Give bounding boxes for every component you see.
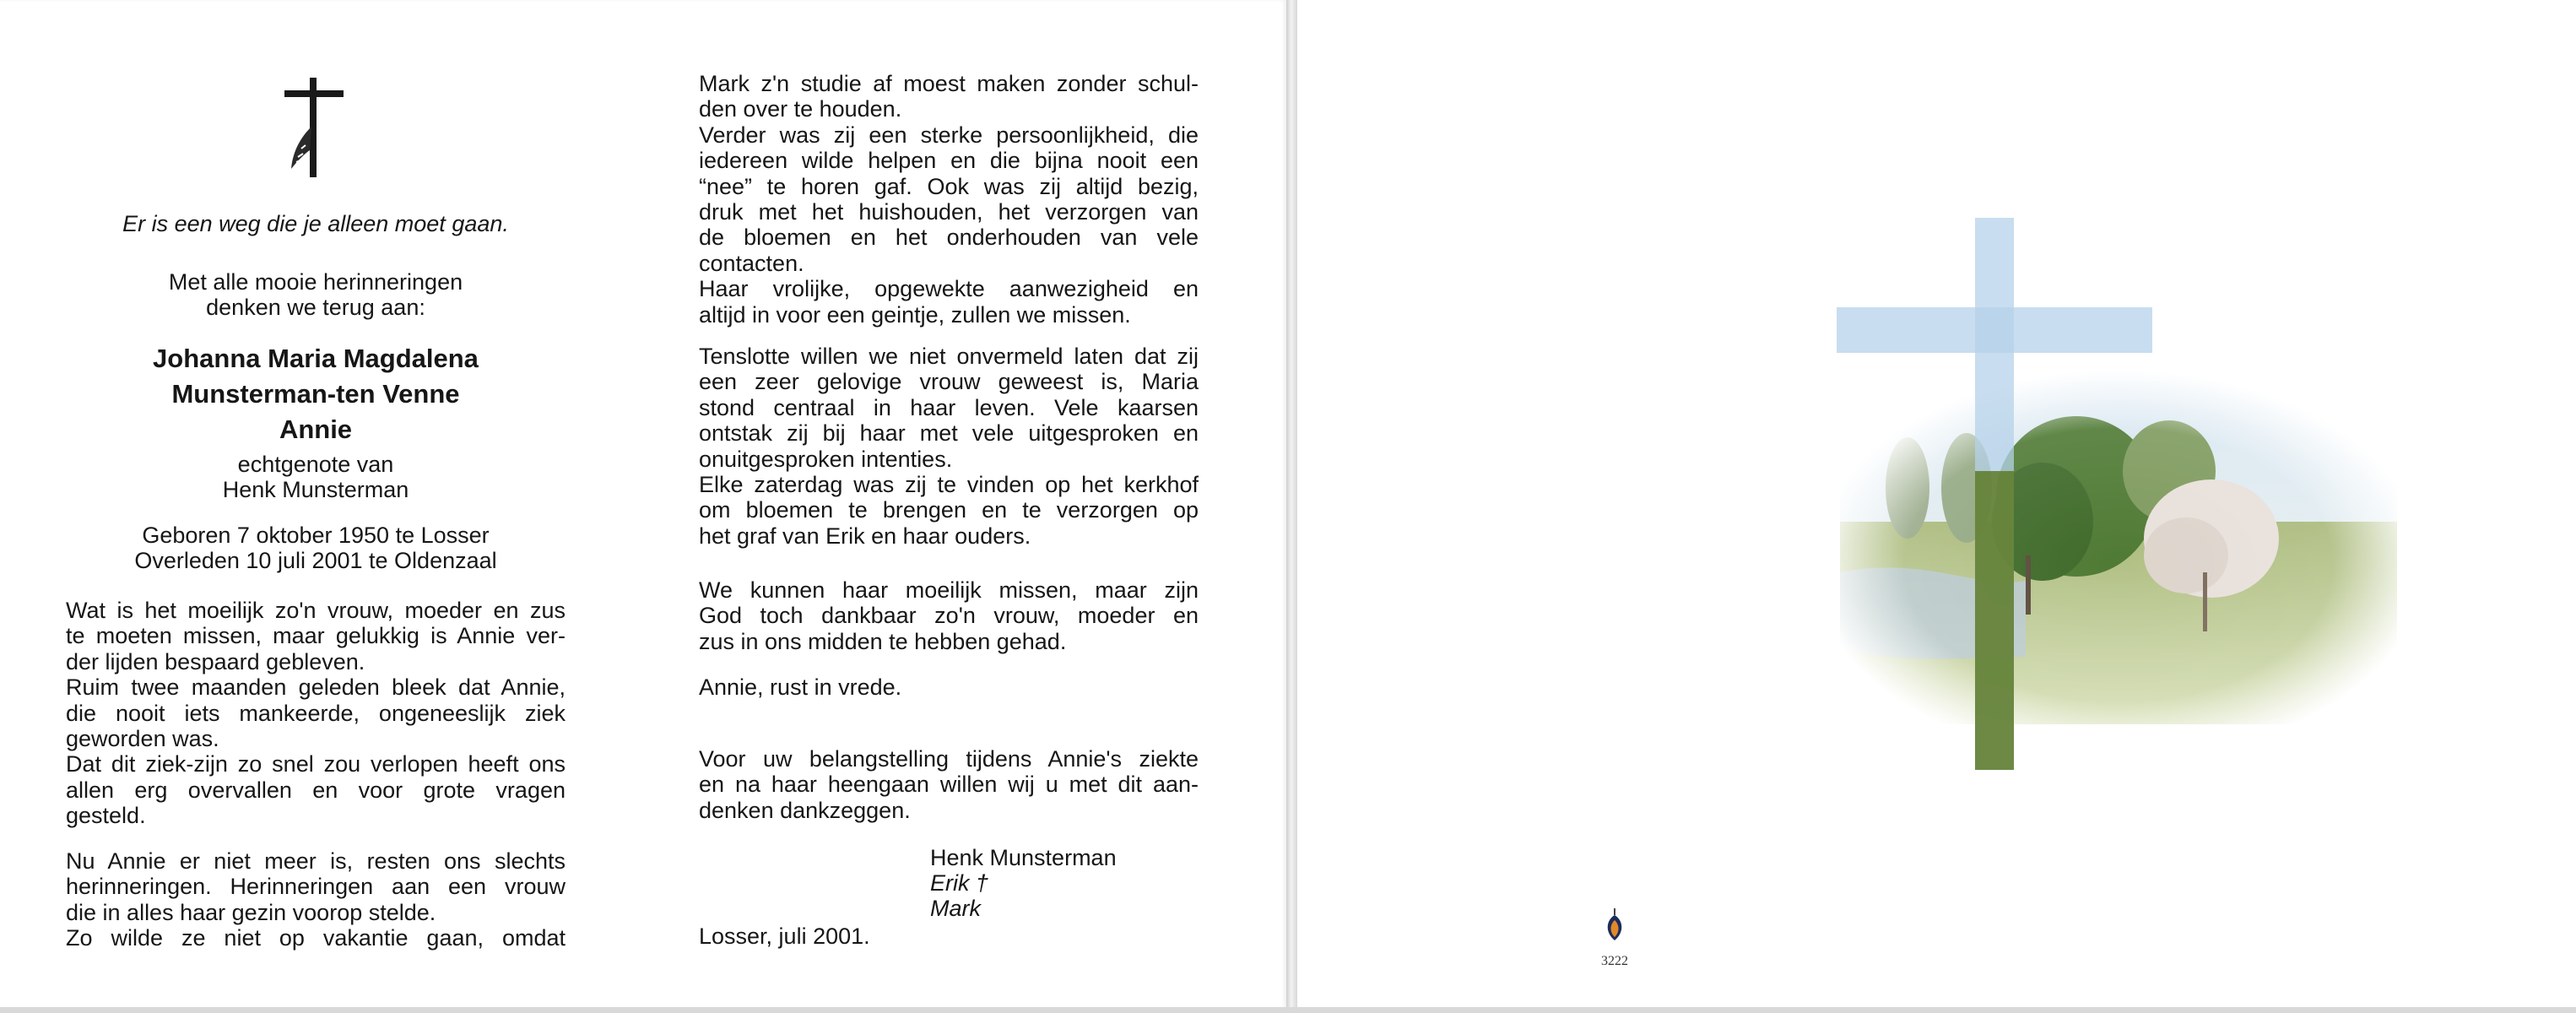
text-line: der lijden bespaard gebleven. xyxy=(66,648,365,674)
text-paragraph xyxy=(66,598,566,829)
death-date: Overleden 10 juli 2001 te Oldenzaal xyxy=(134,548,497,574)
text-line: iedereen wilde helpen en die bijna nooit een xyxy=(699,148,1199,174)
text-line: herinneringen. Herinneringen aan een vrouw xyxy=(66,874,566,900)
motto: Er is een weg die je alleen moet gaan. xyxy=(122,211,509,236)
signature-name: Mark xyxy=(930,896,981,921)
name-line: Annie xyxy=(279,414,353,444)
text-paragraph xyxy=(699,746,1199,823)
intro-text xyxy=(66,269,566,321)
landscape-cross-image xyxy=(1975,218,2152,778)
text-line: “nee” te horen gaf. Ook was zij altijd bezig, xyxy=(699,173,1199,199)
text-paragraph xyxy=(699,71,1199,328)
text-line: den over te houden. xyxy=(699,96,902,122)
text-line: Haar vrolijke, opgewekte aanwezigheid en xyxy=(699,276,1199,302)
cross-icon xyxy=(281,76,349,182)
text-line: God toch dankbaar zo'n vrouw, moeder en xyxy=(699,603,1199,629)
signature-name: Henk Munsterman xyxy=(930,845,1117,870)
text-line: ontstak zij bij haar met vele uitgesproken en xyxy=(699,420,1199,447)
text-line: contacten. xyxy=(699,250,804,276)
text-line: Mark z'n studie af moest maken zonder schul- xyxy=(699,71,1199,96)
text-line: zus in ons midden te hebben gehad. xyxy=(699,628,1067,654)
text-line: stond centraal in haar leven. Vele kaarsen xyxy=(699,394,1199,420)
text-line: denken dankzeggen. xyxy=(699,797,911,823)
card-bottom-edge xyxy=(0,1007,2576,1013)
dates xyxy=(66,523,566,574)
text-paragraph xyxy=(699,344,1199,549)
text-line: gesteld. xyxy=(66,803,146,829)
text-line: Ruim twee maanden geleden bleek dat Annie, xyxy=(66,674,566,701)
card-code: 3222 xyxy=(1601,954,1628,968)
text-line: druk met het huishouden, het verzorgen van xyxy=(699,199,1199,225)
intro-line: Met alle mooie herinneringen xyxy=(168,269,463,295)
spouse-line: echtgenote van xyxy=(237,452,394,477)
text-paragraph xyxy=(66,848,566,951)
text-line: Nu Annie er niet meer is, resten ons slechts xyxy=(66,848,566,874)
place-date: Losser, juli 2001. xyxy=(699,924,870,949)
text-line: Elke zaterdag was zij te vinden op het kerkhof xyxy=(699,472,1199,498)
spouse-line: Henk Munsterman xyxy=(222,477,409,503)
text-line: altijd in voor een geintje, zullen we missen. xyxy=(699,301,1131,328)
text-line: een zeer gelovige vrouw geweest is, Maria xyxy=(699,369,1199,395)
text-line: We kunnen haar moeilijk missen, maar zijn xyxy=(699,577,1199,603)
text-line: Verder was zij een sterke persoonlijkheid, die xyxy=(699,122,1199,148)
text-line: die nooit iets mankeerde, ongeneeslijk ziek xyxy=(66,700,566,726)
text-line: die in alles haar gezin voorop stelde. xyxy=(66,899,436,925)
card-fold xyxy=(1286,0,1297,1013)
text-line: Dat dit ziek-zijn zo snel zou verlopen heeft ons xyxy=(66,751,566,777)
text-line: geworden was. xyxy=(66,726,219,752)
text-line: Voor uw belangstelling tijdens Annie's ziekte xyxy=(699,746,1199,772)
intro-line: denken we terug aan: xyxy=(206,295,425,321)
text-line: allen erg overvallen en voor grote vragen xyxy=(66,777,566,803)
text-line: Wat is het moeilijk zo'n vrouw, moeder en zus xyxy=(66,598,566,623)
card-cover xyxy=(1297,0,2576,1013)
birth-date: Geboren 7 oktober 1950 te Losser xyxy=(142,523,490,548)
signatures xyxy=(930,845,1117,921)
deceased-name xyxy=(66,341,566,447)
text-line: Tenslotte willen we niet onvermeld laten dat zij xyxy=(699,344,1199,369)
signature-name: Erik † xyxy=(930,870,989,896)
card-inner-spread xyxy=(0,0,1286,1013)
text-line: om bloemen te brengen en te verzorgen op xyxy=(699,497,1199,523)
spouse-info xyxy=(66,452,566,503)
text-line: te moeten missen, maar gelukkig is Annie ver- xyxy=(66,623,566,649)
text-line: onuitgesproken intenties. xyxy=(699,446,953,472)
name-line: Munsterman-ten Venne xyxy=(171,379,460,409)
name-line: Johanna Maria Magdalena xyxy=(153,344,479,373)
publisher-logo-icon xyxy=(1603,907,1626,947)
farewell: Annie, rust in vrede. xyxy=(699,674,902,700)
text-line: en na haar heengaan willen wij u met dit aan- xyxy=(699,772,1199,798)
text-line: het graf van Erik en haar ouders. xyxy=(699,523,1031,549)
text-line: de bloemen en het onderhouden van vele xyxy=(699,225,1199,251)
text-paragraph xyxy=(699,577,1199,654)
text-line: Zo wilde ze niet op vakantie gaan, omdat xyxy=(66,925,566,951)
